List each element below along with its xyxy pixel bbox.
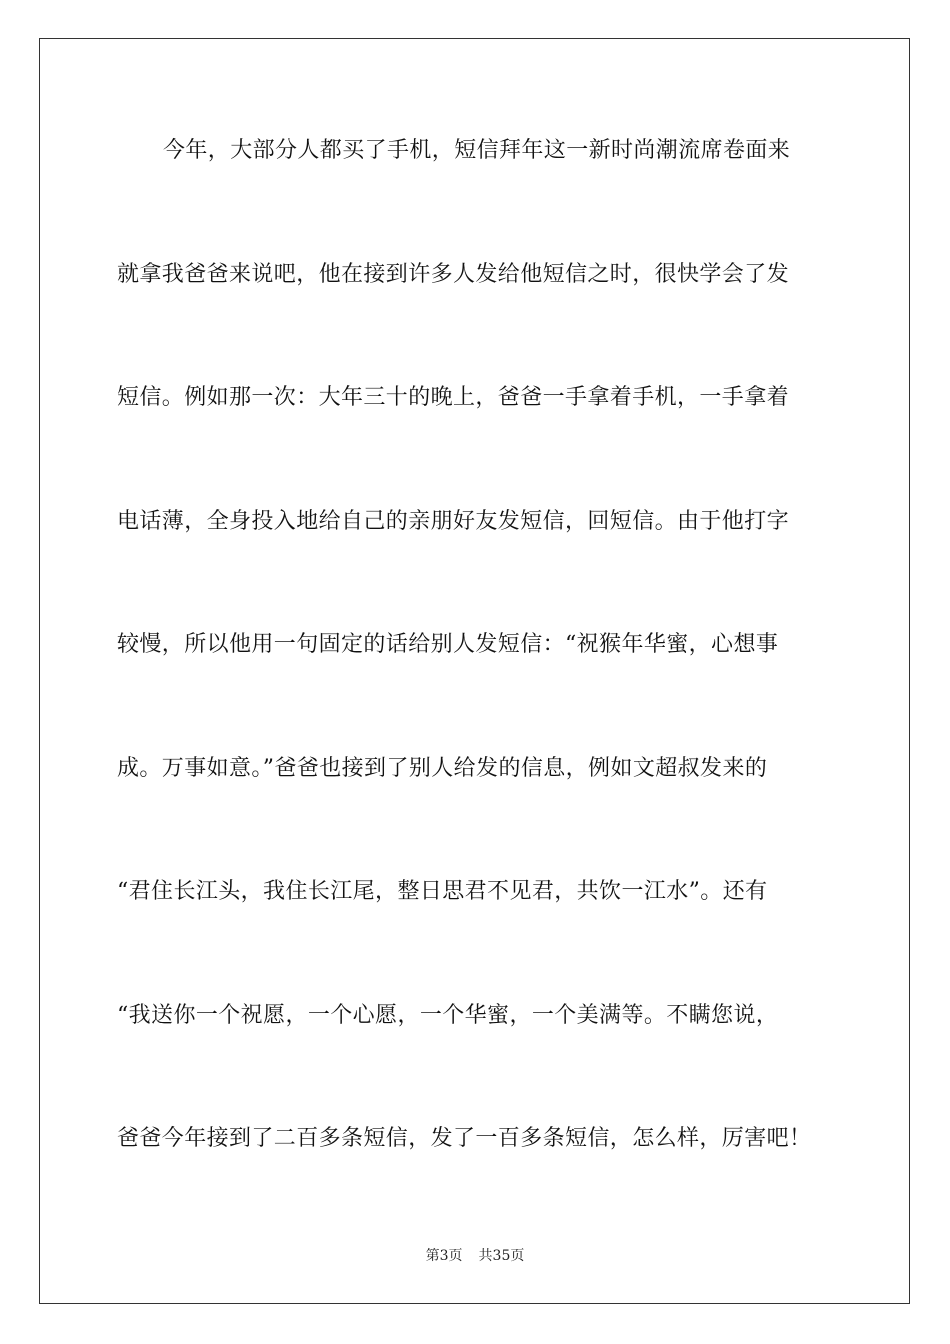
page-border (39, 38, 910, 1304)
paragraph-line-6: 成。万事如意。”爸爸也接到了别人给发的信息，例如文超叔发来的 (117, 756, 768, 781)
paragraph-line-1: 今年，大部分人都买了手机，短信拜年这一新时尚潮流席卷面来 (163, 138, 791, 163)
page-total: 共35页 (478, 1248, 525, 1264)
paragraph-line-9: 爸爸今年接到了二百多条短信，发了一百多条短信，怎么样，厉害吧！ (117, 1126, 812, 1151)
paragraph-line-3: 短信。例如那一次：大年三十的晚上，爸爸一手拿着手机，一手拿着 (117, 385, 790, 410)
paragraph-line-7: “君住长江头，我住长江尾，整日思君不见君，共饮一江水”。还有 (117, 879, 768, 904)
paragraph-line-2: 就拿我爸爸来说吧，他在接到许多人发给他短信之时，很快学会了发 (117, 262, 790, 287)
page-footer (0, 1247, 950, 1265)
paragraph-line-8: “我送你一个祝愿，一个心愿，一个华蜜，一个美满等。不瞒您说， (117, 1003, 779, 1028)
paragraph-line-4: 电话薄，全身投入地给自己的亲朋好友发短信，回短信。由于他打字 (117, 509, 790, 534)
page-number: 第3页 (425, 1248, 463, 1264)
paragraph-line-5: 较慢，所以他用一句固定的话给别人发短信：“祝猴年华蜜，心想事 (117, 632, 779, 657)
